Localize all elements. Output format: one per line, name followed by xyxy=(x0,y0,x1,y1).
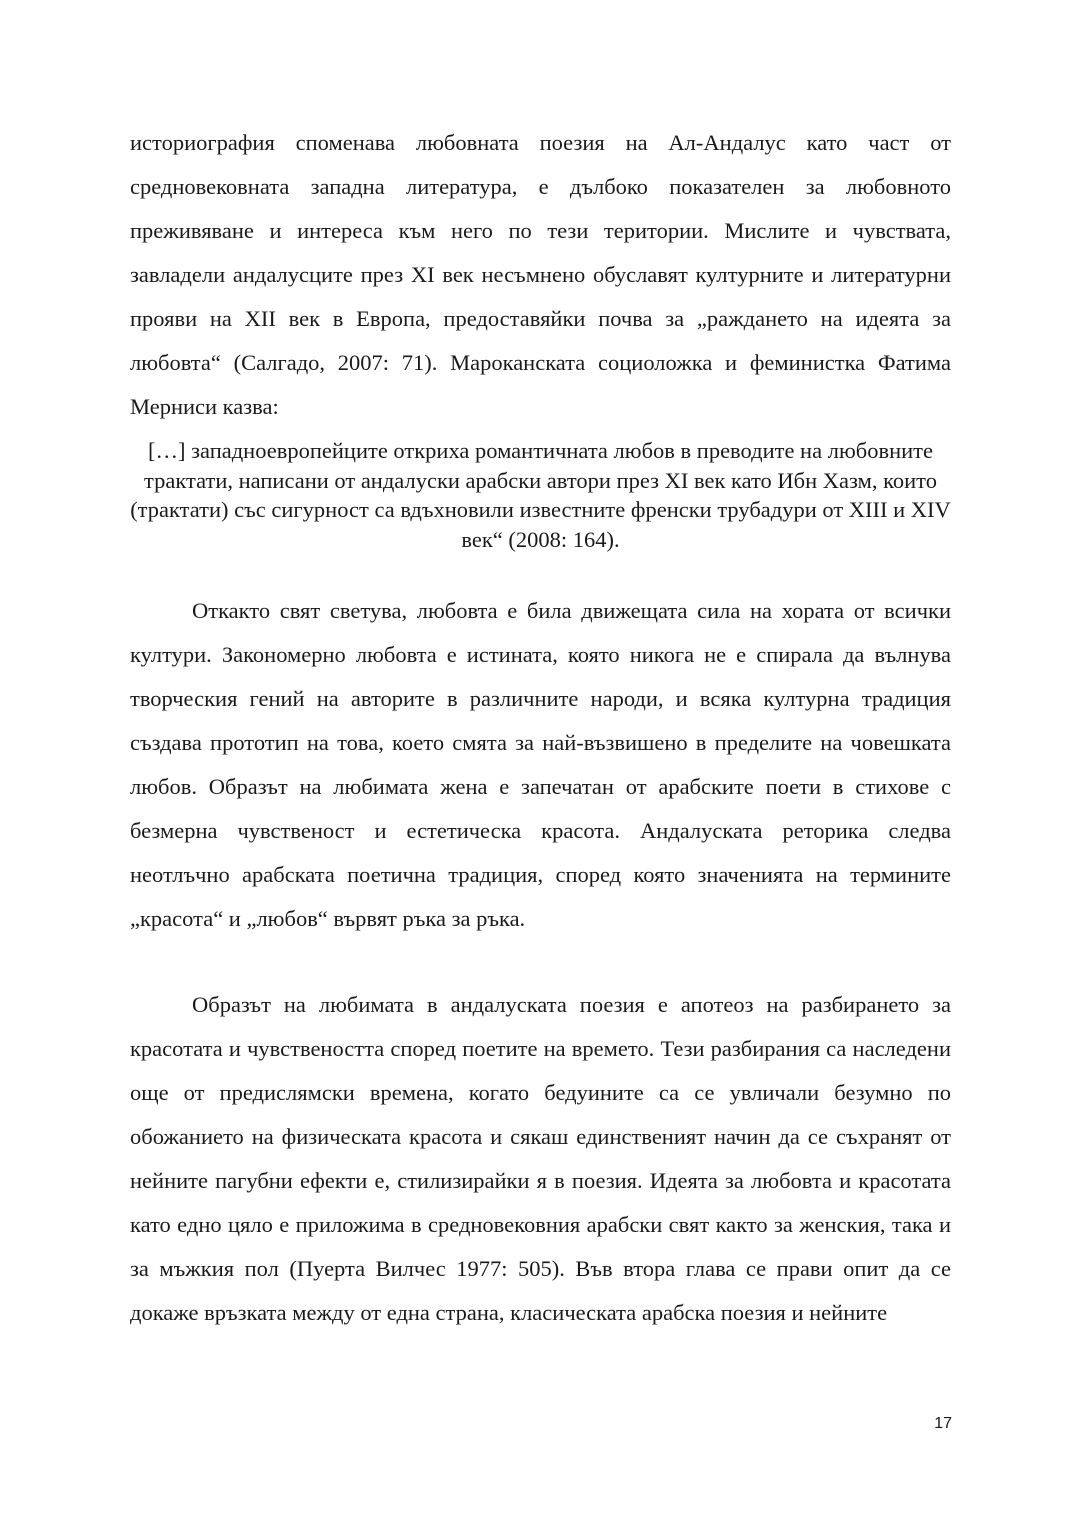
page-number: 17 xyxy=(934,1415,952,1432)
body-paragraph-1: историография споменава любовната поезия на Ал-Андалус като част от средновековната западна литература, е дълбоко показателен за любовното преживяване и интереса към него по тези територии. Мислите и чувствата, завладели андалусците през XI век несъмнено обуславят културните и литературни прояви на XII век в Европа, предоставяйки почва за „раждането на идеята за любовта“ (Салгадо, 2007: 71). Мароканската социоложка и феминистка Фатима Мерниси казва: xyxy=(130,130,951,419)
body-paragraph-2: Откакто свят светува, любовта е била движещата сила на хората от всички култури. Закономерно любовта е истината, която никога не е спирала да вълнува творческия гений на авторите в различните народи, и всяка културна традиция създава прототип на това, което смята за най-възвишено в пределите на човешката любов. Образът на любимата жена е запечатан от арабските поети в стихове с безмерна чувственост и естетическа красота. Андалуската реторика следва неотлъчно арабската поетична традиция, според която значенията на термините „красота“ и „любов“ вървят ръка за ръка. xyxy=(130,598,951,931)
body-paragraph-3: Образът на любимата в андалуската поезия е апотеоз на разбирането за красотата и чувствеността според поетите на времето. Тези разбирания са наследени още от предислямски времена, когато бедуините са се увличали безумно по обожанието на физическата красота и сякаш единственият начин да се съхранят от нейните пагубни ефекти е, стилизирайки я в поезия. Идеята за любовта и красотата като едно цяло е приложима в средновековния арабски свят както за женския, така и за мъжкия пол (Пуерта Вилчес 1977: 505). Във втора глава се прави опит да се докаже връзката между от една страна, класическата арабска поезия и нейните xyxy=(130,992,951,1325)
block-quote: […] западноевропейците откриха романтичната любов в преводите на любовните трактати, написани от андалуски арабски автори през XI век като Ибн Хазм, които (трактати) със сигурност са вдъхновили известните френски трубадури от XIII и XIV век“ (2008: 164). xyxy=(130,438,951,552)
